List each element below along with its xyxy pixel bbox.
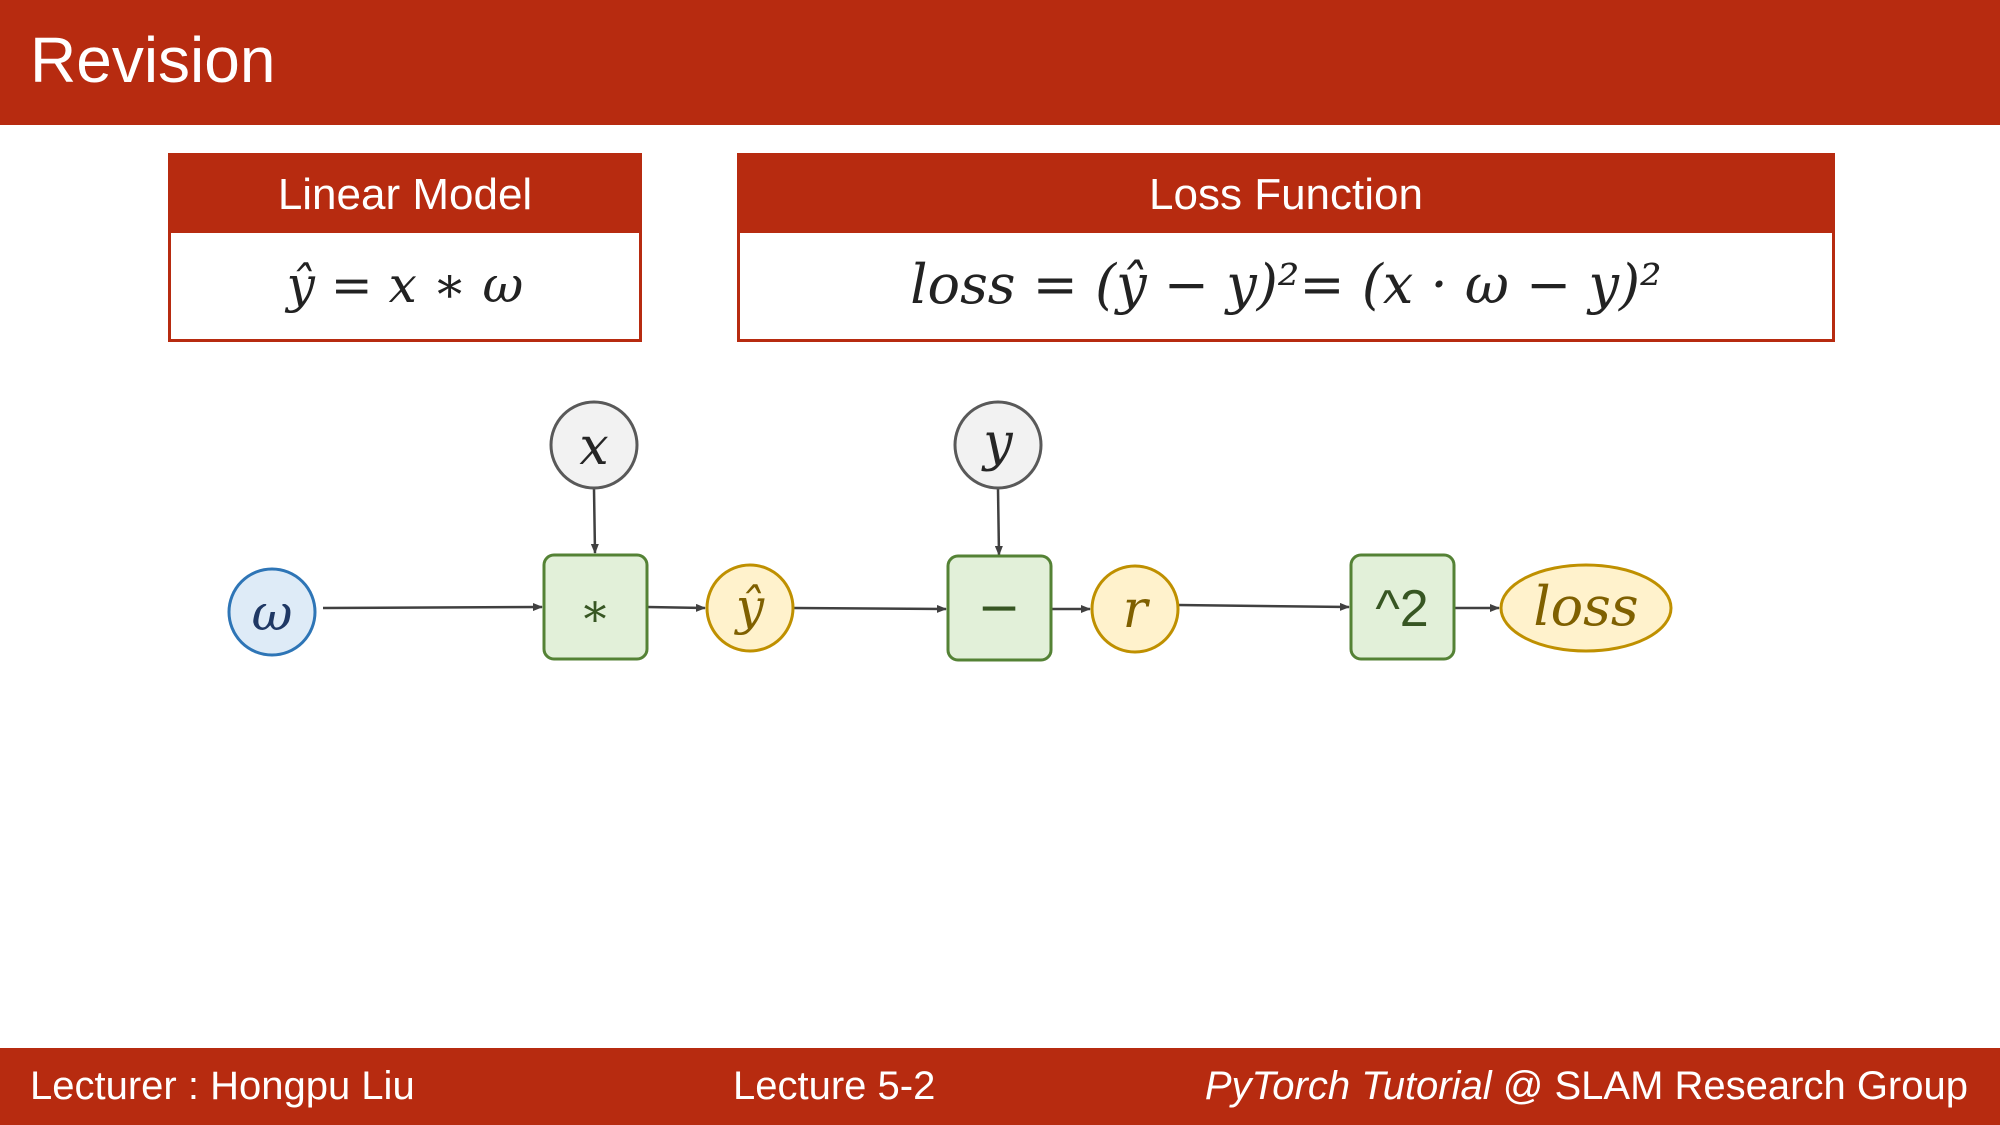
loss-function-body — [740, 233, 1832, 339]
edge-omega-mul — [323, 607, 542, 608]
edge-r-square — [1178, 605, 1349, 607]
edge-mul-yhat — [647, 607, 705, 608]
linear-model-header: Linear Model — [171, 156, 639, 233]
footer-group: @ SLAM Research Group — [1491, 1064, 1968, 1108]
edge-yhat-minus — [793, 608, 946, 609]
loss-function-header: Loss Function — [740, 156, 1832, 233]
loss-function-formula: loss = (ŷ − y)²= (x · ω − y)² — [910, 253, 1662, 316]
multiply-op-label: ∗ — [579, 583, 611, 637]
subtract-op-label: − — [977, 578, 1021, 638]
title-bar — [0, 0, 2000, 125]
edge-x-mul — [594, 489, 595, 553]
r-label: r — [1122, 580, 1148, 640]
loss-function-box — [737, 153, 1835, 342]
yhat-label: ŷ — [735, 578, 765, 636]
footer-course-title: PyTorch Tutorial — [1204, 1064, 1492, 1108]
footer-bar — [0, 1048, 2000, 1125]
omega-label: ω — [251, 584, 293, 642]
y-label: y — [983, 413, 1013, 473]
linear-model-body — [171, 233, 639, 339]
footer-lecture-number: Lecture 5-2 — [733, 1064, 936, 1108]
square-op-label: ^2 — [1375, 580, 1429, 638]
computation-graph — [0, 390, 2000, 690]
linear-model-box — [168, 153, 642, 342]
footer-course — [1205, 1048, 1968, 1125]
footer-lecturer: Lecturer : Hongpu Liu — [30, 1064, 415, 1108]
linear-model-formula: ŷ = x ∗ ω — [286, 256, 524, 314]
edge-y-minus — [998, 489, 999, 555]
x-label: x — [579, 417, 609, 477]
loss-label: loss — [1533, 575, 1639, 638]
slide-title: Revision — [30, 24, 276, 96]
